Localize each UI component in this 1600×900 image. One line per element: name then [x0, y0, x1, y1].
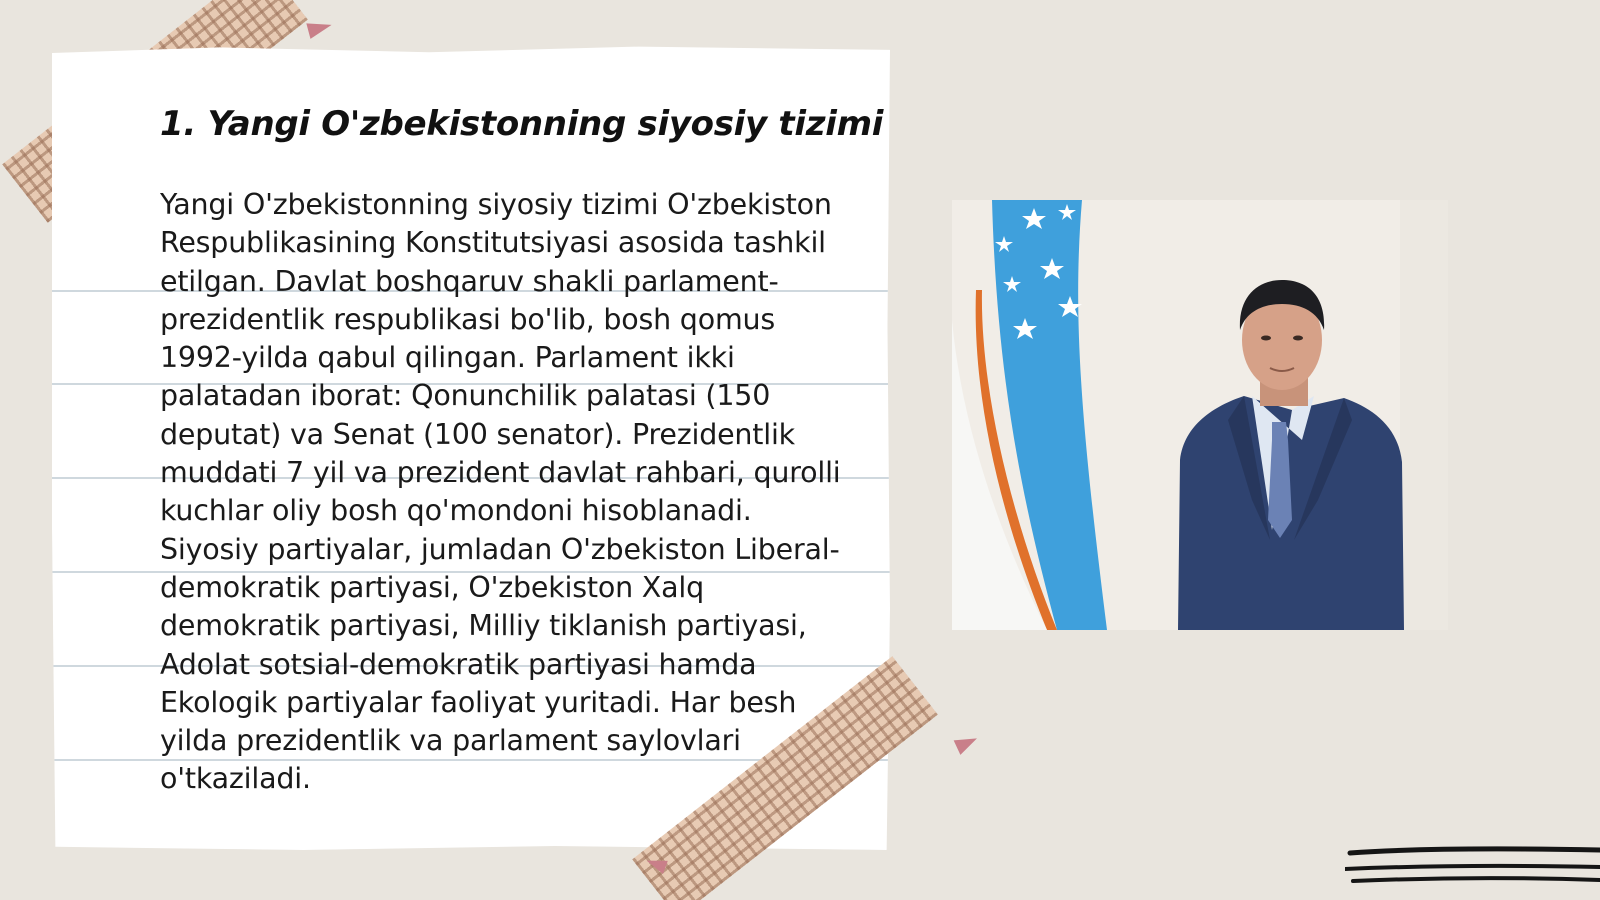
portrait-photo: [952, 200, 1448, 630]
eye-right: [1293, 336, 1303, 341]
portrait-photo-image: [952, 200, 1448, 630]
slide-body-text: Yangi O'zbekistonning siyosiy tizimi O'zbekiston Respublikasining Konstitutsiyasi asosida tashkil etilgan. Davlat boshqaruv shakli parlament-prezidentlik respublikasi bo'lib, bosh qomus 1992-yilda qabul qilingan. Parlament ikki palatadan iborat: Qonunchilik palatasi (150 deputat) va Senat (100 senator). Prezidentlik muddati 7 yil va prezident davlat rahbari, qurolli kuchlar oliy bosh qo'mondoni hisoblanadi. Siyosiy partiyalar, jumladan O'zbekiston Liberal-demokratik partiyasi, O'zbekiston Xalq demokratik partiyasi, Milliy tiklanish partiyasi, Adolat sotsial-demokratik partiyasi hamda Ekologik partiyalar faoliyat yuritadi. Har besh yilda prezidentlik va parlament saylovlari o'tkaziladi.: [160, 188, 841, 796]
tape-end-icon: [306, 17, 333, 39]
slide-title: 1. Yangi O'zbekistonning siyosiy tizimi: [160, 104, 884, 144]
eye-left: [1261, 336, 1271, 341]
brush-stroke-lines-icon: [1345, 845, 1600, 895]
tape-end-icon: [954, 731, 981, 755]
